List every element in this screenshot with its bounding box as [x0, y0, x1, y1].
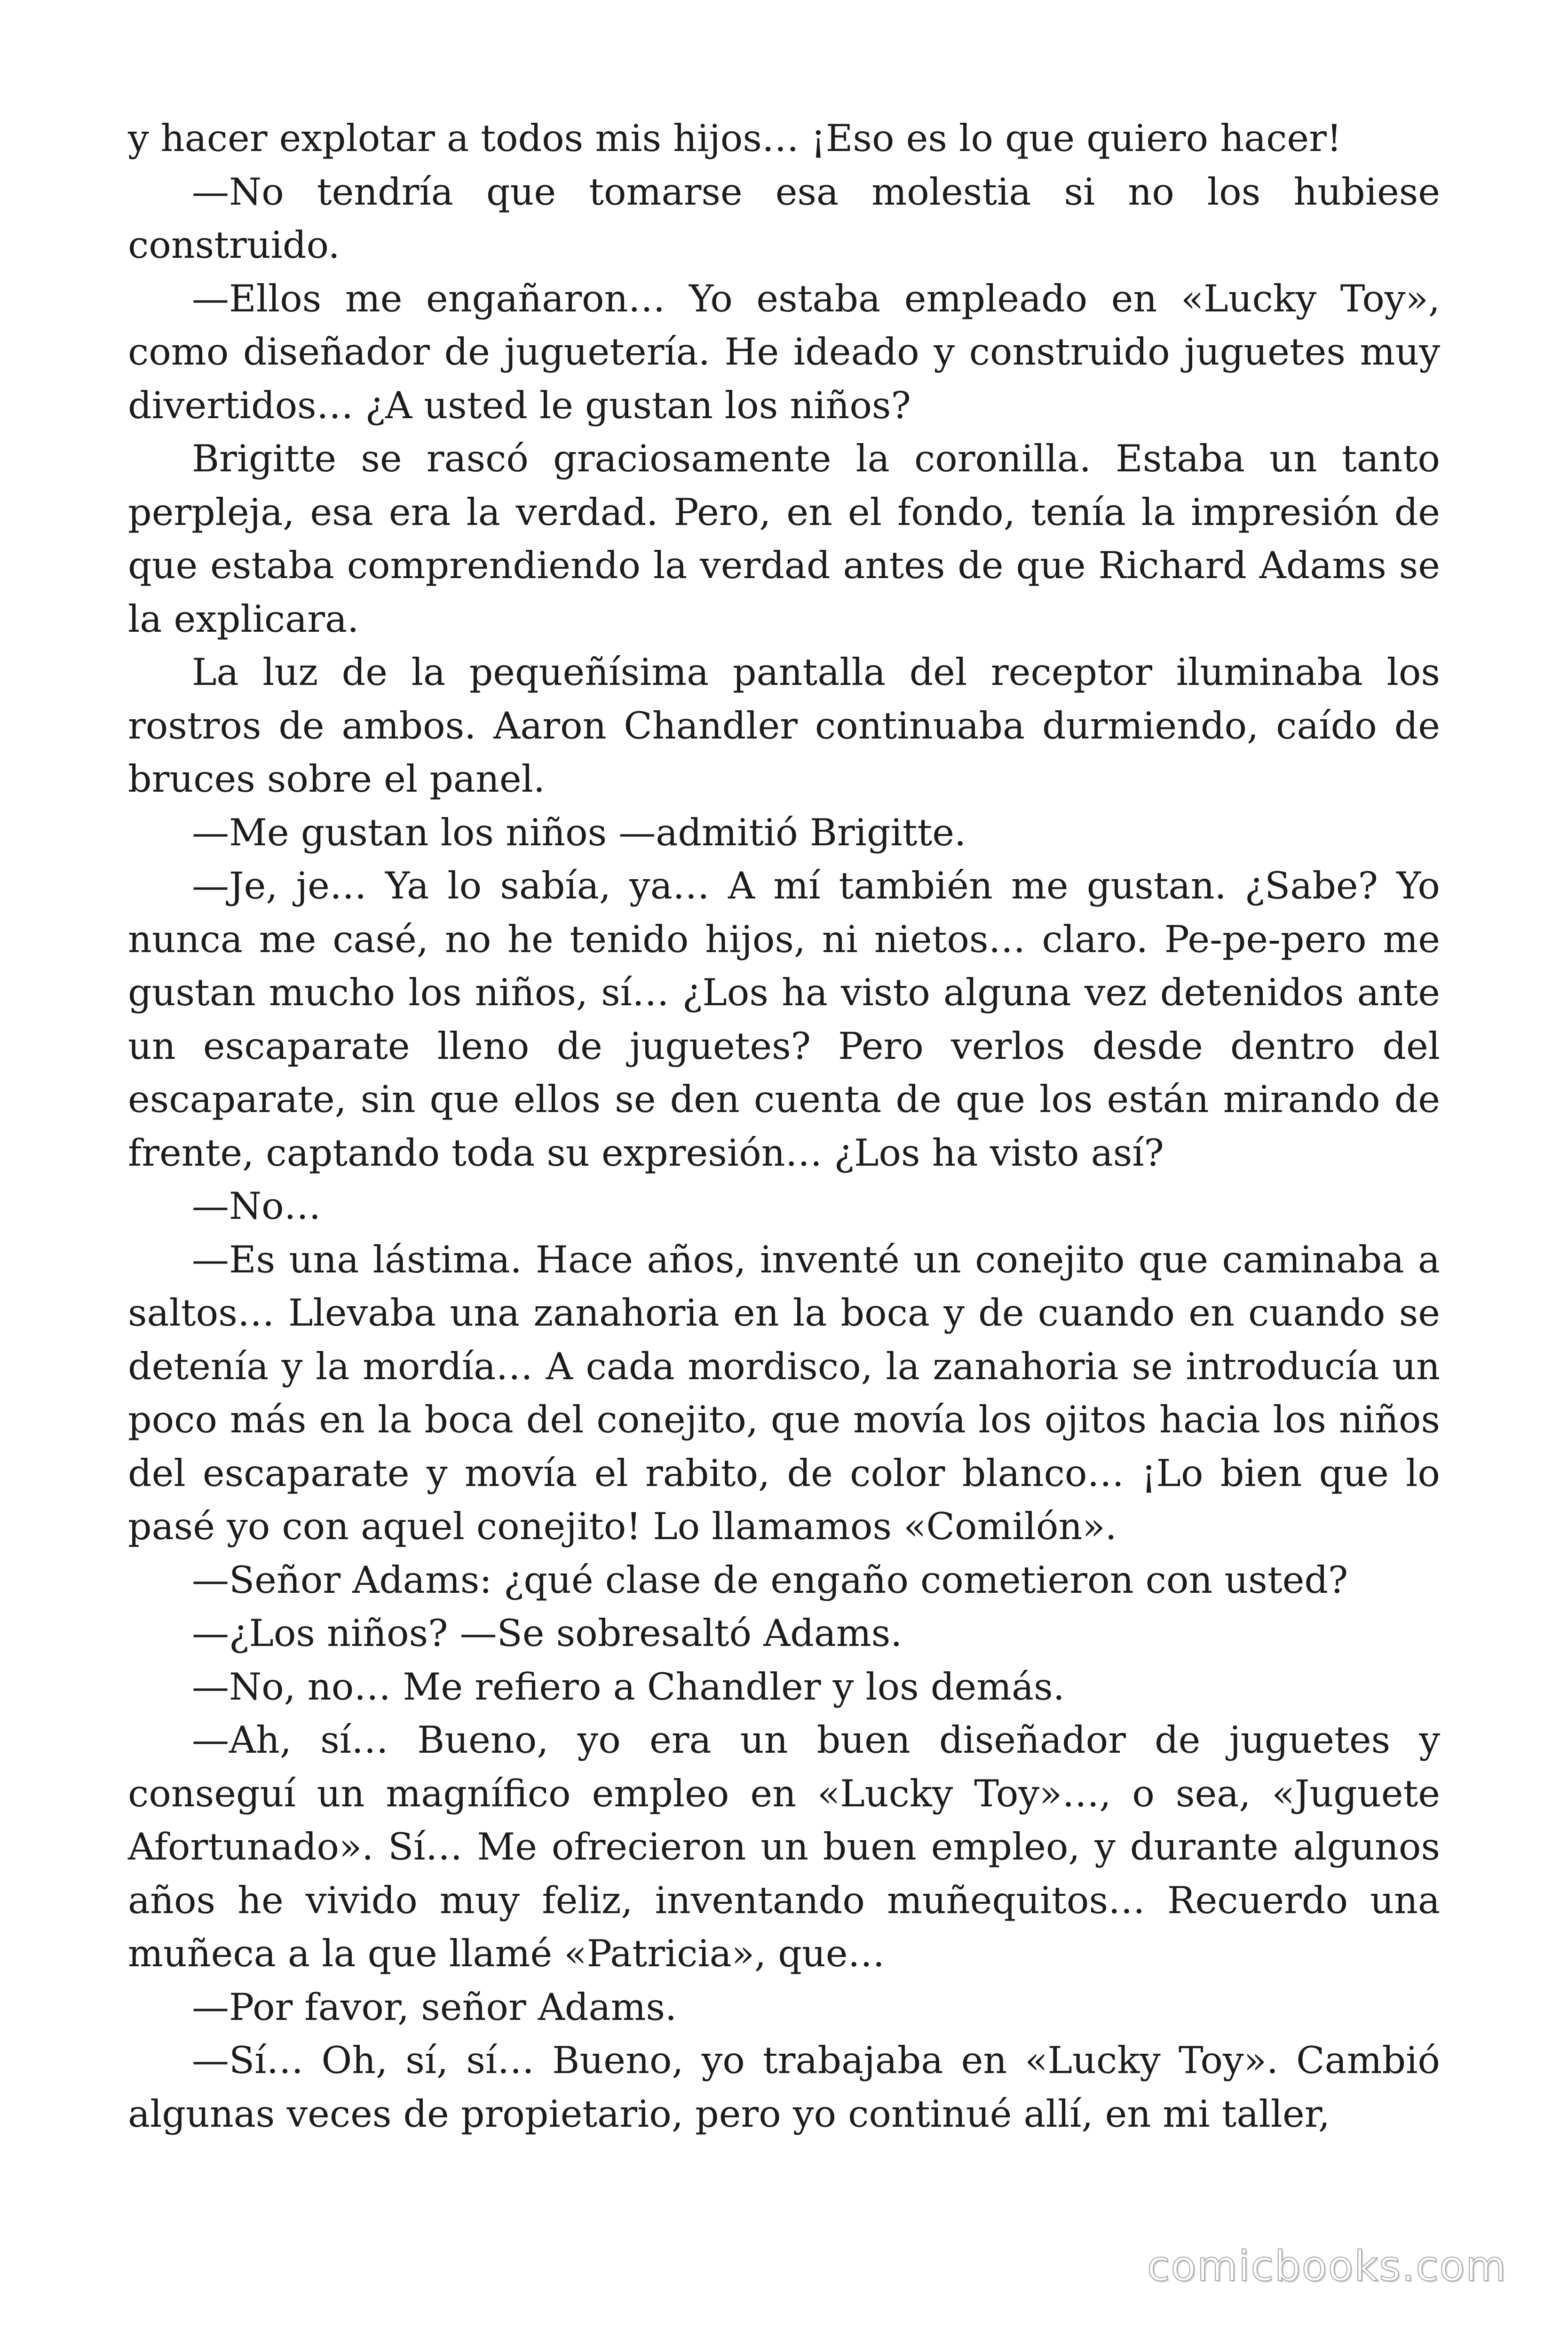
paragraph-2: —No tendría que tomarse esa molestia si no los hubiese construido.: [128, 170, 1440, 267]
paragraph-8: —No…: [192, 1184, 321, 1228]
paragraph-12: —No, no… Me refiero a Chandler y los demás.: [192, 1665, 1065, 1708]
page-body: [128, 112, 1440, 2141]
paragraph-15: —Sí… Oh, sí, sí… Bueno, yo trabajaba en «Lucky Toy». Cambió algunas veces de propietario, pero yo continué allí, en mi taller,: [128, 2039, 1440, 2136]
paragraph-13: —Ah, sí… Bueno, yo era un buen diseñador de juguetes y conseguí un magnífico empleo en «Lucky Toy»…, o sea, «Juguete Afortunado». Sí… Me ofrecieron un buen empleo, y durante algunos años he vivido muy feliz, inventando muñequitos… Recuerdo una muñeca a la que llamé «Patricia», que…: [128, 1718, 1440, 1975]
paragraph-14: —Por favor, señor Adams.: [192, 1985, 677, 2029]
paragraph-1: y hacer explotar a todos mis hijos… ¡Eso es lo que quiero hacer!: [128, 117, 1342, 160]
paragraph-4: Brigitte se rascó graciosamente la coronilla. Estaba un tanto perpleja, esa era la verdad. Pero, en el fondo, tenía la impresión de que estaba comprendiendo la verdad antes de que Richard Adams se la explicara.: [128, 437, 1440, 641]
paragraph-6: —Me gustan los niños —admitió Brigitte.: [192, 810, 966, 854]
paragraph-9: —Es una lástima. Hace años, inventé un conejito que caminaba a saltos… Llevaba una zanahoria en la boca y de cuando en cuando se detenía y la mordía… A cada mordisco, la zanahoria se introducía un poco más en la boca del conejito, que movía los ojitos hacia los niños del escaparate y movía el rabito, de color blanco… ¡Lo bien que lo pasé yo con aquel conejito! Lo llamamos «Comilón».: [128, 1238, 1440, 1548]
paragraph-3: —Ellos me engañaron… Yo estaba empleado en «Lucky Toy», como diseñador de juguetería. He ideado y construido juguetes muy divertidos… ¿A usted le gustan los niños?: [128, 277, 1440, 427]
paragraph-11: —¿Los niños? —Se sobresaltó Adams.: [192, 1612, 903, 1655]
paragraph-5: La luz de la pequeñísima pantalla del receptor iluminaba los rostros de ambos. Aaron Chandler continuaba durmiendo, caído de bruces sobre el panel.: [128, 651, 1440, 801]
paragraph-10: —Señor Adams: ¿qué clase de engaño cometieron con usted?: [192, 1558, 1348, 1602]
watermark-text: comicbooks.com: [1147, 2242, 1507, 2290]
paragraph-7: —Je, je… Ya lo sabía, ya… A mí también me gustan. ¿Sabe? Yo nunca me casé, no he tenido hijos, ni nietos… claro. Pe-pe-pero me gustan mucho los niños, sí… ¿Los ha visto alguna vez detenidos ante un escaparate lleno de juguetes? Pero verlos desde dentro del escaparate, sin que ellos se den cuenta de que los están mirando de frente, captando toda su expresión… ¿Los ha visto así?: [128, 864, 1440, 1175]
